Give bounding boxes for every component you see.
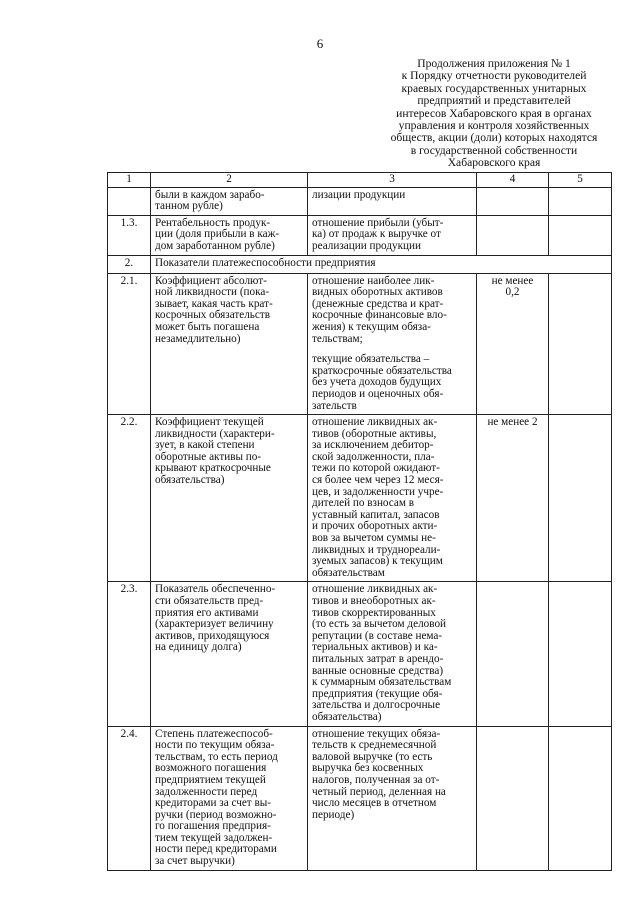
- cell-line: выручка без косвенных: [312, 762, 424, 775]
- normative-value: [477, 726, 549, 870]
- cell-line: териальных активов) и ка-: [312, 641, 438, 654]
- cell-line: краткосрочные обязательства: [312, 364, 452, 377]
- cell-line: тивов и внеоборотных ак-: [312, 595, 436, 607]
- cell-line: зательства и долгосрочные: [312, 699, 441, 712]
- normative-value: [477, 187, 549, 215]
- cell-line: приятия его активами: [155, 606, 259, 619]
- cell-line: тельств к среднемесячной: [312, 739, 437, 752]
- cell-line: ской задолженности, пла-: [312, 450, 435, 463]
- cell-line: питальных затрат в арендо-: [312, 652, 444, 665]
- table-row: [108, 582, 612, 726]
- cell-line: не менее 2: [487, 416, 538, 429]
- cell-line: не менее: [491, 274, 534, 287]
- indicator-name: [151, 582, 308, 726]
- cell-line: (характеризует величину: [155, 618, 274, 631]
- cell-line: 0,2: [505, 286, 520, 299]
- cell-line: ручки (период возможно-: [155, 808, 277, 821]
- calculation-method: [308, 187, 477, 215]
- cell-line: тельствам;: [312, 332, 363, 345]
- actual-value: [549, 215, 612, 255]
- cell-line: тельствам, то есть период: [155, 750, 278, 763]
- cell-line: (то есть за вычетом деловой: [312, 618, 447, 631]
- cell-line: Показатель обеспеченно-: [155, 583, 276, 596]
- appendix-line: обществ, акции (доли) которых находятся: [390, 131, 598, 145]
- cell-line: ванные основные средства): [312, 664, 444, 677]
- cell-line: периоде): [312, 808, 355, 821]
- actual-value: [549, 582, 612, 726]
- indicator-name: [151, 187, 308, 215]
- cell-line: были в каждом зарабо-: [155, 188, 265, 201]
- cell-line: ности перед кредиторами: [155, 843, 277, 856]
- appendix-line: в государственной собственности: [410, 143, 578, 157]
- appendix-line: Продолжения приложения № 1: [417, 57, 571, 70]
- cell-line: Коэффициент абсолют-: [155, 274, 267, 287]
- row-number: 2.1.: [108, 273, 151, 415]
- row-number: 2.4.: [108, 726, 151, 870]
- appendix-line: к Порядку отчетности руководителей: [401, 69, 587, 83]
- cell-line: обязательства): [155, 474, 225, 487]
- cell-line: ликвидных и труднореали-: [312, 543, 441, 556]
- cell-line: отношение ликвидных ак-: [312, 583, 438, 596]
- cell-line: периодов и оценочных обя-: [312, 387, 444, 400]
- cell-line: вов за вычетом суммы не-: [312, 532, 436, 545]
- cell-line: предприятием текущей: [155, 773, 266, 786]
- cell-line: крывают краткосрочные: [155, 462, 271, 475]
- normative-value: [477, 415, 549, 582]
- cell-line: Коэффициент текущей: [155, 416, 264, 429]
- table-header-row: [108, 173, 612, 188]
- cell-line: обязательства): [312, 710, 382, 723]
- cell-line: незамедлительно): [155, 332, 241, 345]
- cell-line: оборотные активы по-: [155, 450, 262, 463]
- indicator-name: [151, 726, 308, 870]
- cell-line: кредиторами за счет вы-: [155, 797, 272, 810]
- cell-line: зуемых запасов) к текущим: [312, 555, 443, 568]
- page-number: 6: [316, 36, 324, 51]
- table-row: [108, 273, 612, 415]
- cell-line: тежи по которой ожидают-: [312, 462, 440, 475]
- column-header: 2: [151, 173, 308, 188]
- indicator-name: [151, 415, 308, 582]
- cell-line: ка) от продаж к выручке от: [312, 228, 441, 241]
- appendix-line: Хабаровского края: [447, 156, 541, 170]
- cell-line: возможного погашения: [155, 762, 267, 775]
- cell-line: отношение текущих обяза-: [312, 727, 441, 740]
- cell-line: Рентабельность продук-: [155, 216, 271, 229]
- row-number: 1.3.: [108, 215, 151, 255]
- cell-line: текущие обязательства –: [312, 353, 430, 366]
- indicator-name: [151, 273, 308, 415]
- cell-line: обязательствам: [312, 566, 385, 579]
- cell-line: за исключением дебитор-: [312, 439, 434, 452]
- calculation-method: [308, 582, 477, 726]
- cell-line: отношение прибыли (убыт-: [312, 216, 444, 229]
- calculation-method: [308, 726, 477, 870]
- cell-line: зывает, какая часть крат-: [155, 297, 273, 310]
- table-row: [108, 215, 612, 255]
- cell-line: задолженности перед: [155, 785, 258, 798]
- cell-line: цев, и задолженности учре-: [312, 485, 444, 498]
- table-row: [108, 726, 612, 870]
- cell-line: дителей по взносам в: [312, 497, 415, 510]
- cell-line: зует, в какой степени: [155, 439, 255, 452]
- cell-line: число месяцев в отчетном: [312, 797, 437, 810]
- actual-value: [549, 415, 612, 582]
- calculation-method: [308, 215, 477, 255]
- cell-line: репутации (в составе нема-: [312, 629, 443, 642]
- cell-line: тием текущей задолжен-: [155, 831, 273, 844]
- column-header: 3: [308, 173, 477, 188]
- cell-line: сти обязательств пред-: [155, 595, 264, 607]
- cell-line: может быть погашена: [155, 320, 260, 333]
- table-row: [108, 415, 612, 582]
- actual-value: [549, 273, 612, 415]
- actual-value: [549, 726, 612, 870]
- cell-line: реализации продукции: [312, 239, 422, 252]
- column-header: 4: [477, 173, 549, 188]
- appendix-reference: [376, 58, 612, 170]
- cell-line: танном рубле): [155, 200, 223, 213]
- section-title: Показатели платежеспособности предприятия: [151, 255, 612, 273]
- cell-line: тивов (оборотные активы,: [312, 427, 437, 440]
- cell-line: лизации продукции: [312, 188, 406, 201]
- normative-value: [477, 215, 549, 255]
- cell-line: уставный капитал, запасов: [312, 508, 440, 521]
- cell-line: Степень платежеспособ-: [155, 727, 273, 740]
- table-row: [108, 187, 612, 215]
- actual-value: [549, 187, 612, 215]
- cell-line: без учета доходов будущих: [312, 376, 442, 389]
- cell-line: (денежные средства и крат-: [312, 297, 444, 310]
- normative-value: [477, 582, 549, 726]
- cell-line: зательств: [312, 399, 357, 412]
- cell-line: тивов скорректированных: [312, 606, 436, 619]
- table-row: [108, 255, 612, 273]
- cell-line: активов, приходящуюся: [155, 629, 270, 642]
- row-number: 2.: [108, 255, 151, 273]
- cell-line: четный период, деленная на: [312, 785, 446, 798]
- cell-line: косрочных обязательств: [155, 309, 271, 322]
- cell-line: и прочих оборотных акти-: [312, 520, 438, 533]
- cell-line: налогов, полученная за от-: [312, 773, 440, 786]
- cell-line: ности по текущим обяза-: [155, 739, 275, 752]
- cell-line: ликвидности (характери-: [155, 427, 275, 440]
- cell-line: ной ликвидности (пока-: [155, 286, 270, 299]
- cell-line: жения) к текущим обяза-: [312, 320, 431, 333]
- calculation-method: [308, 415, 477, 582]
- cell-line: дом заработанном рубле): [155, 239, 275, 252]
- cell-line: на единицу долга): [155, 641, 242, 654]
- cell-line: отношение ликвидных ак-: [312, 416, 438, 429]
- column-header: 1: [108, 173, 151, 188]
- calculation-method: [308, 273, 477, 415]
- cell-line: предприятия (текущие обя-: [312, 687, 443, 700]
- row-number: 2.2.: [108, 415, 151, 582]
- cell-line: ции (доля прибыли в каж-: [155, 228, 280, 241]
- appendix-line: предприятий и представителей: [417, 94, 571, 108]
- cell-line: валовой выручке (то есть: [312, 750, 433, 763]
- indicator-name: [151, 215, 308, 255]
- cell-line: го погашения предприя-: [155, 820, 271, 833]
- cell-line: к суммарным обязательствам: [312, 676, 452, 689]
- row-number: 2.3.: [108, 582, 151, 726]
- indicators-table: [107, 172, 612, 871]
- cell-line: ся более чем через 12 меся-: [312, 474, 444, 487]
- cell-line: видных оборотных активов: [312, 286, 443, 299]
- cell-line: отношение наиболее лик-: [312, 274, 435, 287]
- appendix-line: интересов Хабаровского края в органах: [396, 106, 592, 120]
- column-header: 5: [549, 173, 612, 188]
- appendix-line: краевых государственных унитарных: [401, 81, 587, 95]
- cell-line: косрочные финансовые вло-: [312, 309, 447, 322]
- appendix-line: управления и контроля хозяйственных: [398, 119, 590, 133]
- row-number: [108, 187, 151, 215]
- cell-line: за счет выручки): [155, 855, 235, 868]
- normative-value: [477, 273, 549, 415]
